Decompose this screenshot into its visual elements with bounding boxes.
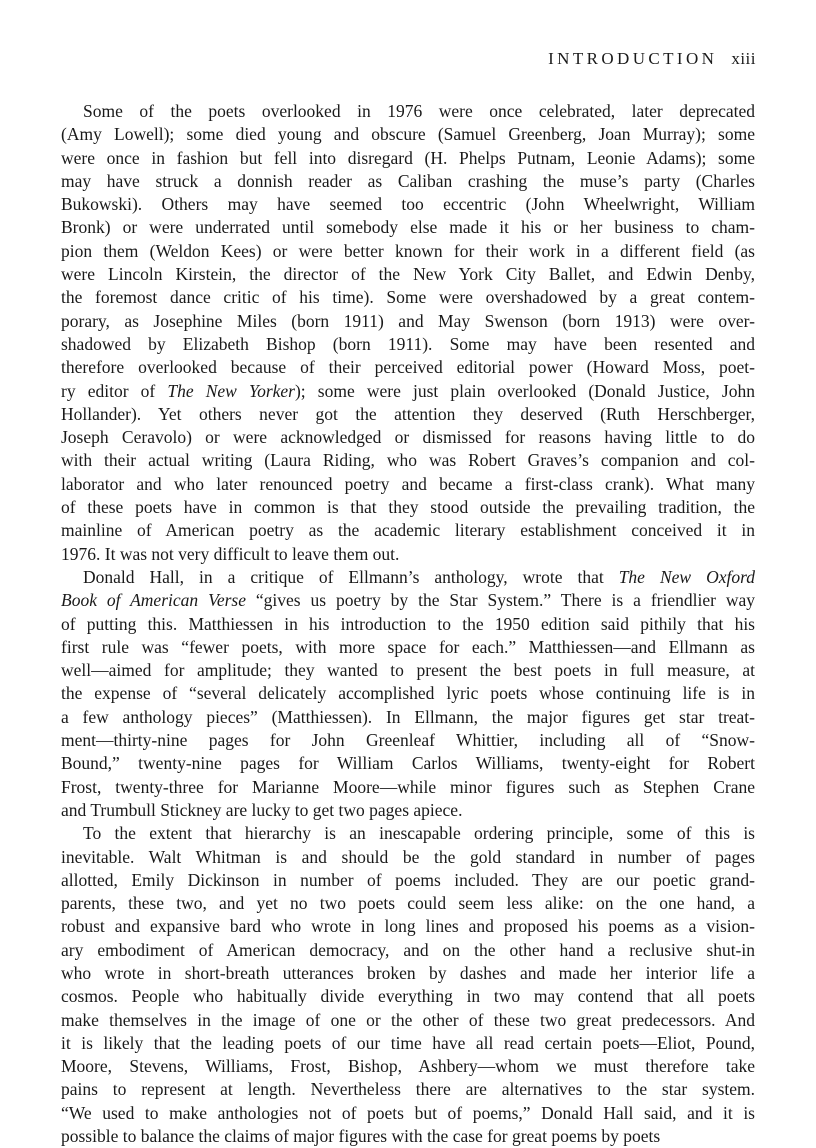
paragraph [61,822,755,1148]
text-line [61,426,755,449]
text-line [61,799,755,822]
text-run: inevitable. Walt Whitman is and should be the gold standard in number of pages [61,846,755,867]
text-line [61,1032,755,1055]
text-line [61,473,755,496]
text-line [61,380,755,403]
text-run: 1976. It was not very difficult to leave them out. [61,543,400,564]
text-run: were once in fashion but fell into disregard (H. Phelps Putnam, Leonie Adams); some [61,147,755,168]
text-run: Donald Hall, in a critique of Ellmann’s anthology, wrote that [83,566,619,587]
paragraph [61,566,755,822]
text-run: a few anthology pieces” (Matthiessen). In Ellmann, the major figures get star treat- [61,706,755,727]
text-run: robust and expansive bard who wrote in long lines and proposed his poems as a vision- [61,916,755,937]
text-run: cosmos. People who habitually divide everything in two may contend that all poets [61,986,755,1007]
paragraph [61,100,755,566]
text-run: Bound,” twenty-nine pages for William Carlos Williams, twenty-eight for Robert [61,753,755,774]
text-run: possible to balance the claims of major figures with the case for great poems by poets [61,1126,661,1147]
text-line [61,263,755,286]
text-run: first rule was “fewer poets, with more space for each.” Matthiessen—and Ellmann as [61,636,755,657]
text-run: Bronk) or were underrated until somebody else made it his or her business to cham- [61,217,755,238]
text-run: laborator and who later renounced poetry and became a first-class crank). What many [61,473,755,494]
text-line [61,216,755,239]
italic-title: The New Yorker [167,380,295,401]
text-line [61,1078,755,1101]
text-line [61,123,755,146]
text-line [61,449,755,472]
text-line [61,543,755,566]
running-head [548,49,756,69]
text-line [61,170,755,193]
text-run: (Amy Lowell); some died young and obscure (Samuel Greenberg, Joan Murray); some [61,124,755,145]
text-line [61,752,755,775]
text-run: Hollander). Yet others never got the attention they deserved (Ruth Herschberger, [61,403,755,424]
text-run: it is likely that the leading poets of our time have all read certain poets—Eliot, Pound, [61,1032,755,1053]
text-run: Frost, twenty-three for Marianne Moore—while minor figures such as Stephen Crane [61,776,755,797]
text-line [61,240,755,263]
text-run: pains to represent at length. Nevertheless there are alternatives to the star system. [61,1079,755,1100]
text-line [61,1055,755,1078]
text-run: pion them (Weldon Kees) or were better known for their work in a different field (as [61,240,755,261]
text-run: ary embodiment of American democracy, and on the other hand a reclusive shut-in [61,939,755,960]
text-run: with their actual writing (Laura Riding, who was Robert Graves’s companion and col- [61,450,755,471]
text-line [61,915,755,938]
text-line [61,636,755,659]
text-run: ment—thirty-nine pages for John Greenleaf Whittier, including all of “Snow- [61,730,755,751]
text-run: therefore overlooked because of their perceived editorial power (Howard Moss, poet- [61,357,755,378]
text-line [61,310,755,333]
text-line [61,333,755,356]
text-line [61,939,755,962]
text-run: make themselves in the image of one or the other of these two great predecessors. And [61,1009,755,1030]
text-run: allotted, Emily Dickinson in number of poems included. They are our poetic grand- [61,869,755,890]
page-number: xiii [731,49,756,68]
text-run: the foremost dance critic of his time). Some were overshadowed by a great contem- [61,287,755,308]
text-line [61,1102,755,1125]
text-run: Moore, Stevens, Williams, Frost, Bishop, Ashbery—whom we must therefore take [61,1056,755,1077]
text-run: mainline of American poetry as the academic literary establishment conceived it in [61,520,755,541]
text-run: were Lincoln Kirstein, the director of the New York City Ballet, and Edwin Denby, [61,264,755,285]
text-line [61,589,755,612]
text-run: the expense of “several delicately accomplished lyric poets whose continuing life is in [61,683,755,704]
text-run: Bukowski). Others may have seemed too eccentric (John Wheelwright, William [61,194,755,215]
text-line [61,356,755,379]
text-line [61,776,755,799]
text-run: porary, as Josephine Miles (born 1911) and May Swenson (born 1913) were over- [61,310,755,331]
text-line [61,706,755,729]
text-line [61,985,755,1008]
text-run: ); some were just plain overlooked (Donald Justice, John [294,380,755,401]
text-line [61,846,755,869]
text-run: of putting this. Matthiessen in his introduction to the 1950 edition said pithily that his [61,613,755,634]
text-line [61,822,755,845]
italic-title: The New Oxford [618,566,755,587]
text-line [61,519,755,542]
text-line [61,659,755,682]
text-line [61,286,755,309]
text-line [61,496,755,519]
text-run: To the extent that hierarchy is an inescapable ordering principle, some of this is [83,823,755,844]
text-run: parents, these two, and yet no two poets could seem less alike: on the one hand, a [61,893,755,914]
text-run: ry editor of [61,380,168,401]
text-run: may have struck a donnish reader as Caliban crashing the muse’s party (Charles [61,170,755,191]
text-line [61,729,755,752]
body-text [61,100,755,1148]
text-line [61,962,755,985]
text-run: “gives us poetry by the Star System.” There is a friendlier way [245,590,756,611]
text-line [61,869,755,892]
text-run: well—aimed for amplitude; they wanted to present the best poets in full measure, at [61,660,755,681]
text-run: and Trumbull Stickney are lucky to get two pages apiece. [61,799,463,820]
text-run: “We used to make anthologies not of poets but of poems,” Donald Hall said, and it is [61,1102,755,1123]
text-run: Some of the poets overlooked in 1976 were once celebrated, later deprecated [83,101,755,121]
text-run: of these poets have in common is that they stood outside the prevailing tradition, the [61,497,755,518]
text-line [61,193,755,216]
text-line [61,613,755,636]
text-run: Joseph Ceravolo) or were acknowledged or dismissed for reasons having little to do [61,427,755,448]
italic-title: Book of American Verse [61,590,246,611]
text-line [61,147,755,170]
section-title: INTRODUCTION [548,49,718,68]
text-line [61,100,755,123]
text-line [61,403,755,426]
text-line [61,1009,755,1032]
text-line [61,892,755,915]
text-line [61,1125,755,1148]
text-run: who wrote in short-breath utterances broken by dashes and made her interior life a [61,962,755,983]
text-run: shadowed by Elizabeth Bishop (born 1911). Some may have been resented and [61,333,755,354]
text-line [61,566,755,589]
text-line [61,682,755,705]
